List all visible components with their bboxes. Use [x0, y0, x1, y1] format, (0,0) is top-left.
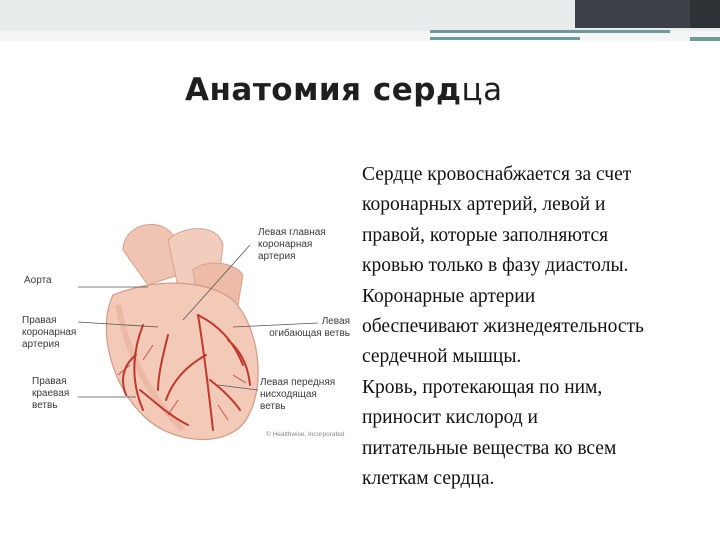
label-left-main [258, 227, 326, 263]
slide-body-text [362, 160, 716, 494]
label-left-circumflex [260, 316, 350, 340]
label-right-coronary-line3: артерия [22, 339, 60, 350]
body-line: сердечной мышцы. [362, 346, 522, 368]
label-right-marginal-line3: ветвь [32, 400, 58, 411]
heart-diagram [18, 215, 358, 450]
label-left-circumflex-line2: огибающая ветвь [269, 328, 350, 339]
body-line: Сердце кровоснабжается за счет [362, 164, 632, 185]
slide-header-bar [0, 0, 720, 48]
body-line: приносит кислород и [362, 407, 538, 429]
label-right-coronary [22, 315, 76, 351]
label-left-anterior-line1: Левая передняя [260, 377, 336, 388]
label-left-anterior-line2: нисходящая [260, 389, 317, 400]
body-line: клеткам сердца. [362, 468, 495, 490]
body-line: коронарных артерий, левой и [362, 194, 606, 216]
label-left-main-line3: артерия [258, 251, 296, 262]
slide-title-bold: Анатомия серд [185, 72, 462, 108]
label-right-marginal-line2: краевая [32, 388, 70, 399]
label-right-coronary-line1: Правая [22, 315, 57, 326]
label-right-marginal-line1: Правая [32, 376, 67, 387]
label-left-main-line2: коронарная [258, 239, 313, 250]
body-line: Коронарные артерии [362, 285, 536, 307]
body-line: питательные вещества ко всем [362, 437, 617, 459]
label-aorta: Аорта [24, 275, 52, 286]
label-right-coronary-line2: коронарная [22, 327, 77, 338]
label-left-anterior-line3: ветвь [260, 401, 286, 412]
slide-title-light: ца [461, 72, 503, 108]
label-left-anterior [260, 377, 335, 413]
slide-title [185, 72, 503, 108]
figure-copyright: © Healthwise, Incorporated [266, 431, 345, 438]
label-right-marginal [32, 376, 69, 412]
body-line: правой, которые заполняются [362, 224, 609, 246]
label-left-main-line1: Левая главная [258, 227, 326, 238]
label-left-circumflex-line1: Левая [321, 316, 350, 327]
body-line: обеспечивают жизнедеятельность [362, 316, 644, 338]
body-line: Кровь, протекающая по ним, [362, 376, 603, 398]
body-line: кровью только в фазу диастолы. [362, 255, 629, 277]
